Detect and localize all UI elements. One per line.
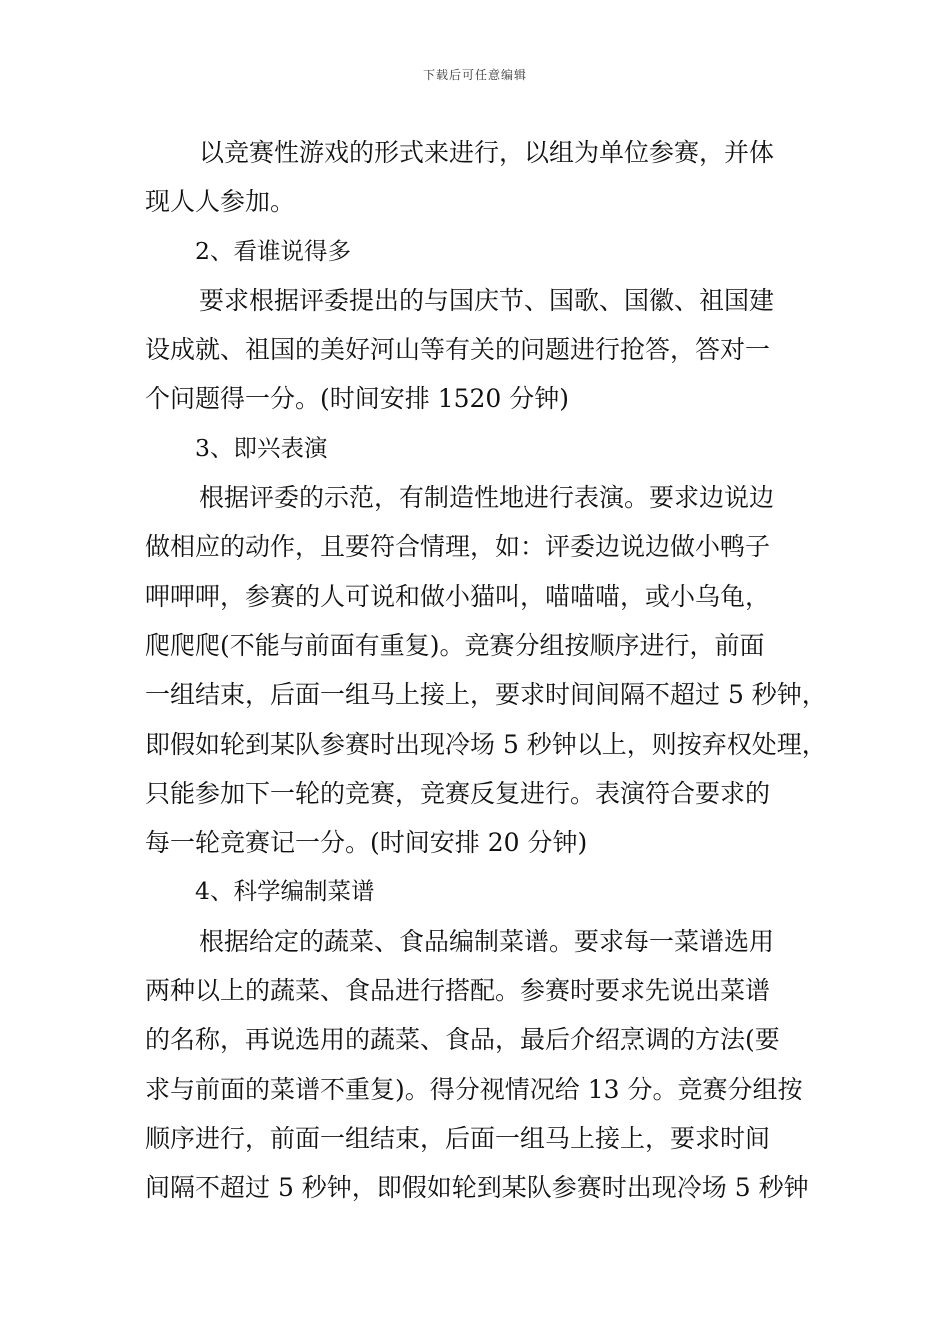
- header-note: 下载后可任意编辑: [422, 68, 527, 82]
- paragraph-line: 顺序进行，前面一组结束，后面一组马上接上，要求时间: [145, 1123, 771, 1153]
- paragraph-line: 根据给定的蔬菜、食品编制菜谱。要求每一菜谱选用: [199, 926, 775, 956]
- body-text: [145, 128, 835, 1213]
- paragraph-line: 根据评委的示范，有制造性地进行表演。要求边说边: [199, 483, 775, 513]
- section-heading: 4、科学编制菜谱: [195, 877, 375, 906]
- paragraph-line: 呷呷呷，参赛的人可说和做小猫叫，喵喵喵，或小乌龟，: [145, 581, 771, 611]
- paragraph-line: 即假如轮到某队参赛时出现冷场 5 秒钟以上，则按弃权处理，: [145, 729, 827, 759]
- paragraph-line: 做相应的动作，且要符合情理，如：评委边说边做小鸭子: [145, 532, 771, 562]
- paragraph-line: 只能参加下一轮的竞赛，竞赛反复进行。表演符合要求的: [145, 778, 771, 808]
- paragraph-line: 一组结束，后面一组马上接上，要求时间间隔不超过 5 秒钟，: [145, 680, 827, 710]
- paragraph-line: 求与前面的菜谱不重复)。得分视情况给 13 分。竞赛分组按: [145, 1074, 803, 1104]
- paragraph-line: 个问题得一分。(时间安排 1520 分钟): [145, 384, 570, 414]
- section-heading: 3、即兴表演: [195, 433, 328, 462]
- paragraph-line: 爬爬爬(不能与前面有重复)。竞赛分组按顺序进行，前面: [145, 630, 765, 660]
- paragraph-line: 要求根据评委提出的与国庆节、国歌、国徽、祖国建: [199, 285, 775, 315]
- paragraph-line: 间隔不超过 5 秒钟，即假如轮到某队参赛时出现冷场 5 秒钟: [145, 1173, 809, 1203]
- paragraph-line: 每一轮竞赛记一分。(时间安排 20 分钟): [145, 828, 588, 858]
- paragraph-line: 两种以上的蔬菜、食品进行搭配。参赛时要求先说出菜谱: [145, 976, 771, 1006]
- paragraph-line: 以竞赛性游戏的形式来进行，以组为单位参赛，并体: [199, 138, 775, 167]
- paragraph-line: 的名称，再说选用的蔬菜、食品，最后介绍烹调的方法(要: [145, 1025, 780, 1055]
- paragraph-line: 设成就、祖国的美好河山等有关的问题进行抢答，答对一: [145, 335, 771, 365]
- paragraph-line: 现人人参加。: [145, 187, 296, 217]
- section-heading: 2、看谁说得多: [195, 236, 351, 265]
